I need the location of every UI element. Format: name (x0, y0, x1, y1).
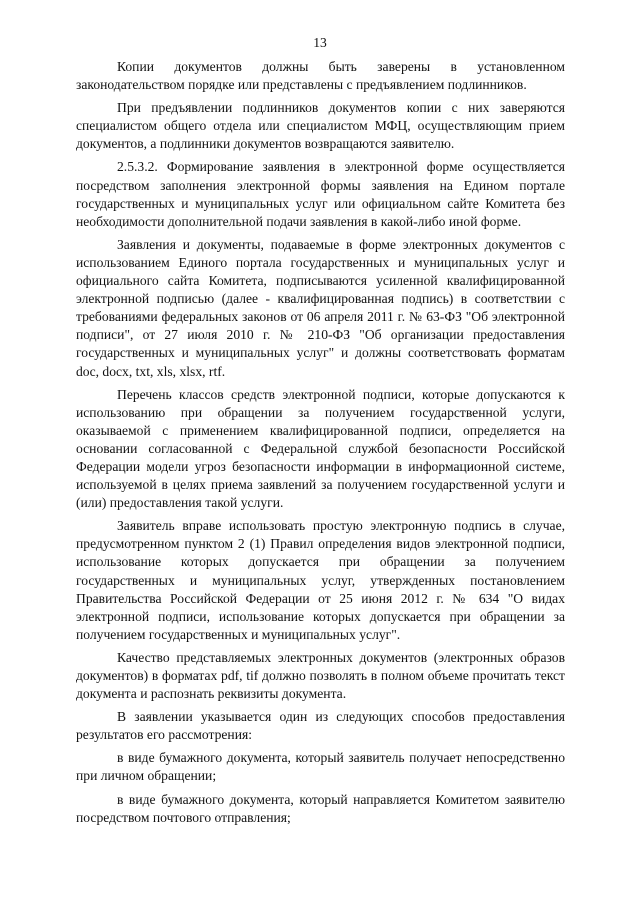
paragraph: Заявления и документы, подаваемые в форме электронных документов с использованием Единого портала государственных и муниципальных услуг и официального сайта Комитета, подписываются усиленной квалифицированной электронной подписью (далее - квалифицированная подпись) в соответствии с требованиями федеральных законов от 06 апреля 2011 г. № 63-ФЗ "Об электронной подписи", от 27 июля 2010 г. № 210-ФЗ "Об организации предоставления государственных и муниципальных услуг" и должны соответствовать форматам doc, docx, txt, xls, xlsx, rtf. (76, 236, 565, 379)
paragraph: 2.5.3.2. Формирование заявления в электронной форме осуществляется посредством заполнения электронной формы заявления на Едином портале государственных и муниципальных услуг или официальном сайте Комитета без необходимости дополнительной подачи заявления в какой-либо иной форме. (76, 159, 565, 229)
paragraph: Копии документов должны быть заверены в установленном законодательством порядке или представлены с предъявлением подлинников. (76, 59, 565, 93)
paragraph: Качество представляемых электронных документов (электронных образов документов) в форматах pdf, tif должно позволять в полном объеме прочитать текст документа и распознать реквизиты документа. (76, 649, 565, 702)
paragraph: В заявлении указывается один из следующих способов предоставления результатов его рассмотрения: (76, 709, 565, 743)
paragraph: в виде бумажного документа, который направляется Комитетом заявителю посредством почтового отправления; (76, 791, 565, 825)
document-body (76, 58, 565, 832)
paragraph: Перечень классов средств электронной подписи, которые допускаются к использованию при обращении за получением государственной услуги, оказываемой с применением квалифицированной подписи, определяется на основании согласованной с Федеральной службой безопасности Российской Федерации модели угроз безопасности информации в информационной системе, используемой в целях приема заявлений за получением государственной услуги и (или) предоставления такой услуги. (76, 386, 565, 511)
paragraph: Заявитель вправе использовать простую электронную подпись в случае, предусмотренном пунктом 2 (1) Правил определения видов электронной подписи, использование которых допускается при обращении за получением государственных и муниципальных услуг, утвержденных постановлением Правительства Российской Федерации от 25 июня 2012 г. № 634 "О видах электронной подписи, использование которых допускается при обращении за получением государственных и муниципальных услуг". (76, 518, 565, 642)
paragraph: в виде бумажного документа, который заявитель получает непосредственно при личном обращении; (76, 750, 565, 784)
page-number: 13 (313, 35, 327, 50)
paragraph: При предъявлении подлинников документов копии с них заверяются специалистом общего отдела или специалистом МФЦ, осуществляющим прием документов, а подлинники документов возвращаются заявителю. (76, 100, 565, 152)
